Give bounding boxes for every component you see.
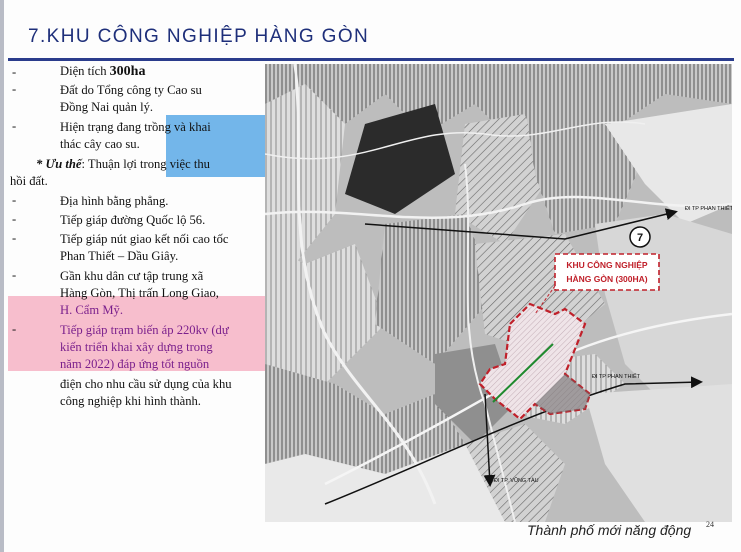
slide-edge — [0, 0, 4, 552]
bullet-dash: - — [12, 82, 17, 96]
bullet-dash: - — [12, 193, 17, 207]
advantage-line-2: hồi đất. — [10, 174, 48, 188]
page-number: 24 — [706, 520, 714, 529]
bullet-residential-2: Hàng Gòn, Thị trấn Long Giao, — [60, 286, 219, 300]
footer-slogan: Thành phố mới năng động — [527, 522, 692, 538]
bullet-substation-2: kiến triển khai xây dựng trong — [60, 340, 213, 354]
area-value: 300ha — [109, 64, 146, 79]
bullet-status-1: Hiện trạng đang trồng và khai — [60, 120, 211, 134]
callout-line-2: HÀNG GÒN (300HA) — [566, 274, 648, 284]
bullet-dash: - — [12, 65, 17, 79]
site-map — [265, 64, 732, 522]
advantage-label: * Ưu thế — [36, 157, 82, 171]
road-label-vung-tau: ĐI TP. VŨNG TÀU — [494, 478, 539, 484]
bullet-junction-2: Phan Thiết – Dầu Giây. — [60, 249, 179, 263]
area-label: Diện tích — [60, 64, 110, 78]
bullet-dash: - — [12, 322, 17, 336]
bullet-land-2: Đồng Nai quản lý. — [60, 100, 154, 114]
road-label-phan-thiet-2: ĐI TP PHAN THIẾT — [592, 374, 640, 380]
bullet-substation-3: năm 2022) đáp ứng tốt nguồn — [60, 357, 210, 371]
bullet-dash: - — [12, 268, 17, 282]
road-label-phan-thiet-1: ĐI TP PHAN THIẾT — [685, 206, 732, 212]
bullet-residential-1: Gần khu dân cư tập trung xã — [60, 269, 204, 283]
map-svg — [265, 64, 732, 522]
bullet-junction-1: Tiếp giáp nút giao kết nối cao tốc — [60, 232, 229, 246]
advantage-text: : Thuận lợi trong việc thu — [81, 157, 210, 171]
bullet-status-2: thác cây cao su. — [60, 137, 140, 151]
bullet-substation-4: điện cho nhu cầu sử dụng của khu — [60, 377, 232, 391]
bullet-residential-3: H. Cẩm Mỹ. — [60, 303, 123, 317]
bullet-land-1: Đất do Tổng công ty Cao su — [60, 83, 202, 97]
title-underline — [8, 58, 734, 61]
bullet-area — [60, 63, 145, 80]
bullet-dash: - — [12, 231, 17, 245]
bullet-terrain: Địa hình bằng phẳng. — [60, 194, 169, 208]
bullet-dash: - — [12, 212, 17, 226]
advantage-line-1 — [36, 156, 210, 173]
bullet-highway: Tiếp giáp đường Quốc lộ 56. — [60, 213, 206, 227]
slide-title: 7.KHU CÔNG NGHIỆP HÀNG GÒN — [28, 26, 370, 47]
callout-line-1: KHU CÔNG NGHIỆP — [566, 260, 648, 270]
bullet-substation-1: Tiếp giáp trạm biến áp 220kv (dự — [60, 323, 229, 337]
marker-number: 7 — [636, 232, 644, 244]
bullet-dash: - — [12, 119, 17, 133]
bullet-substation-5: công nghiệp khi hình thành. — [60, 394, 201, 408]
